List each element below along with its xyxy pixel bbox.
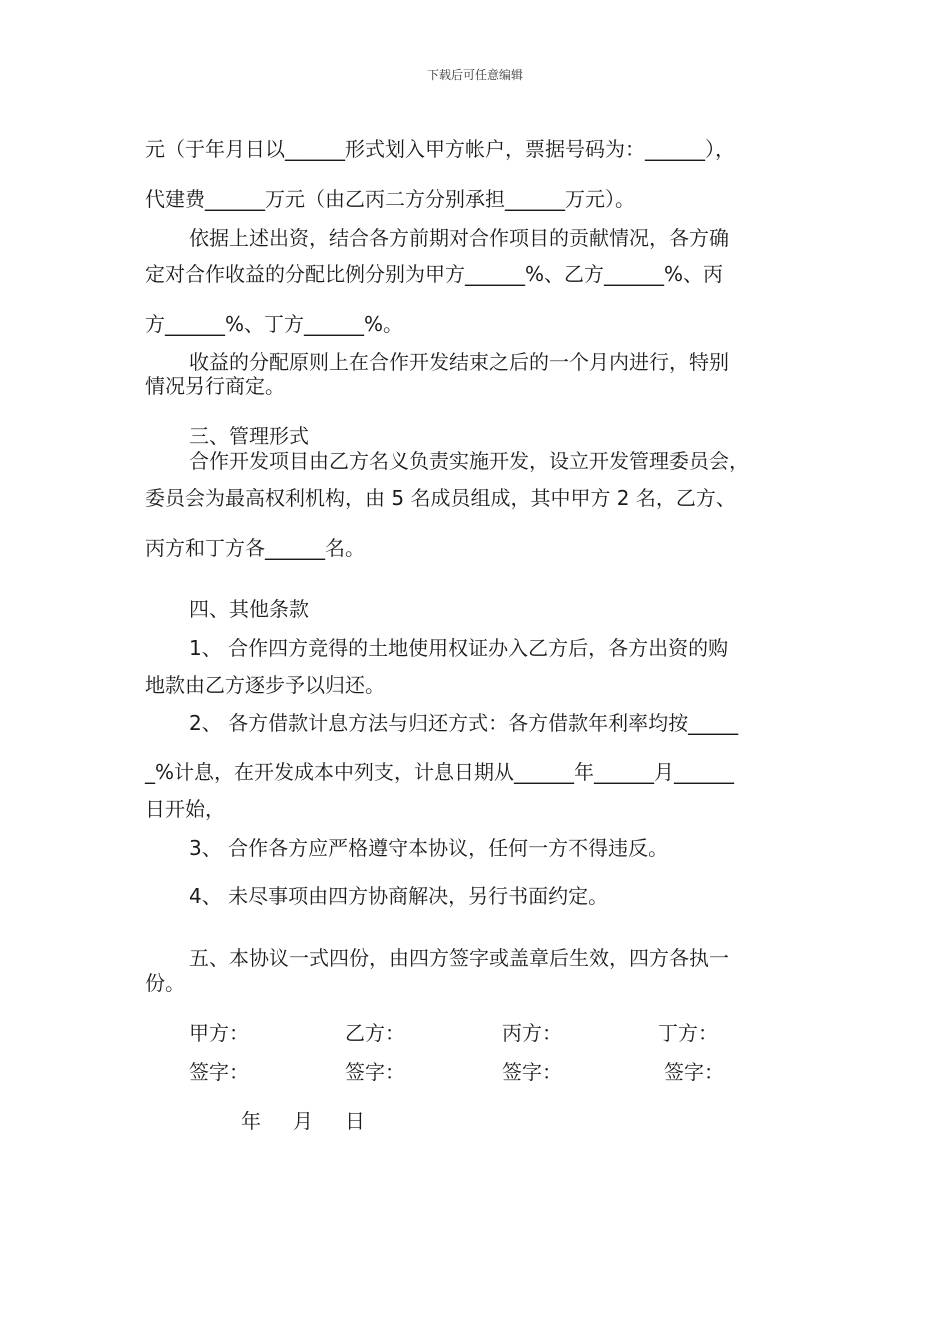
page-header: 下载后可任意编辑 xyxy=(426,68,523,82)
paragraph-line: 五、本协议一式四份，由四方签字或盖章后生效，四方各执一 xyxy=(189,946,729,970)
paragraph-line: 方______%、丁方______%。 xyxy=(145,312,404,336)
paragraph-line: 丙方和丁方各______名。 xyxy=(145,536,365,560)
paragraph-line: 日开始， xyxy=(145,797,225,821)
section-heading: 四、其他条款 xyxy=(189,597,309,621)
paragraph-line: 定对合作收益的分配比例分别为甲方______%、乙方______%、丙 xyxy=(145,262,724,286)
paragraph-line: 元（于年月日以______形式划入甲方帐户，票据号码为：______）， xyxy=(145,137,735,161)
paragraph-line: 委员会为最高权利机构，由 5 名成员组成，其中甲方 2 名，乙方、 xyxy=(145,486,736,510)
paragraph-line: 4、 未尽事项由四方协商解决，另行书面约定。 xyxy=(189,884,609,908)
sign-label-a: 签字： xyxy=(189,1060,249,1084)
date-year: 年 xyxy=(241,1109,261,1133)
sign-label-d: 签字： xyxy=(664,1060,724,1084)
sign-label-b: 签字： xyxy=(345,1060,405,1084)
paragraph-line: 3、 合作各方应严格遵守本协议，任何一方不得违反。 xyxy=(189,836,669,860)
party-label-b: 乙方： xyxy=(345,1021,405,1045)
date-day: 日 xyxy=(345,1109,365,1133)
section-heading: 三、管理形式 xyxy=(189,424,309,448)
paragraph-line: 代建费______万元（由乙丙二方分别承担______万元）。 xyxy=(145,187,635,211)
paragraph-line: _%计息，在开发成本中列支，计息日期从______年______月______ xyxy=(145,760,735,784)
sign-label-c: 签字： xyxy=(502,1060,562,1084)
paragraph-line: 情况另行商定。 xyxy=(145,374,285,398)
party-label-c: 丙方： xyxy=(502,1021,562,1045)
paragraph-line: 地款由乙方逐步予以归还。 xyxy=(145,673,385,697)
paragraph-line: 收益的分配原则上在合作开发结束之后的一个月内进行，特别 xyxy=(189,350,729,374)
paragraph-line: 2、 各方借款计息方法与归还方式：各方借款年利率均按_____ xyxy=(189,711,739,735)
party-label-d: 丁方： xyxy=(658,1021,718,1045)
paragraph-line: 依据上述出资，结合各方前期对合作项目的贡献情况，各方确 xyxy=(189,226,729,250)
paragraph-line: 份。 xyxy=(145,971,185,995)
paragraph-line: 1、 合作四方竞得的土地使用权证办入乙方后，各方出资的购 xyxy=(189,636,729,660)
paragraph-line: 合作开发项目由乙方名义负责实施开发，设立开发管理委员会， xyxy=(189,449,749,473)
party-label-a: 甲方： xyxy=(189,1021,249,1045)
date-month: 月 xyxy=(293,1109,313,1133)
